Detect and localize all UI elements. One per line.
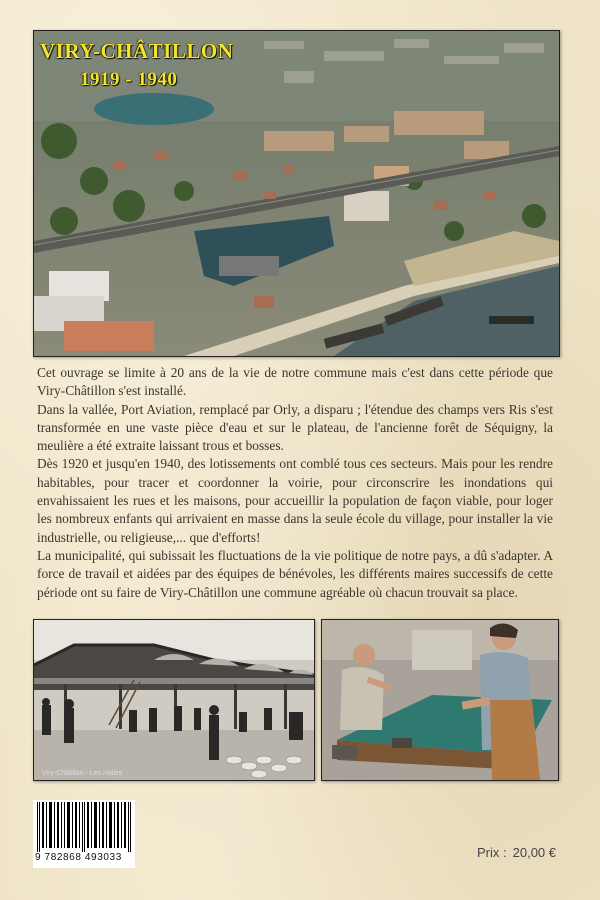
back-cover-text: [37, 364, 553, 602]
paragraph: Dès 1920 et jusqu'en 1940, des lotissements ont comblé tous ces secteurs. Mais pour les rendre habitables, pour tracer et coordonner la voirie, pour circonscrire les inondations qui envahissaient les rues et les maisons, pour accueillir la population de façon viable, pour loger les nombreux enfants qui arrivaient en masse dans la seule école du village, pour installer la vie industrielle, ou religieuse,... que d'efforts!: [37, 456, 553, 545]
price-label: Prix :: [477, 845, 507, 860]
market-hall-photo: [33, 619, 315, 781]
book-title: VIRY-CHÂTILLON: [40, 39, 234, 63]
book-years: 1919 - 1940: [80, 69, 178, 90]
paragraph: Dans la vallée, Port Aviation, remplacé par Orly, a disparu ; l'étendue des champs vers Ris s'est transformée en une vaste pièce d'eau et sur le plateau, de l'ancienne forêt de Séquigny, la meulière a été extraite laissant trous et bosses.: [37, 401, 553, 454]
market-photo-caption: Viry-Châtillon - Les Halles: [42, 770, 123, 777]
price-value: 20,00 €: [512, 845, 556, 860]
paragraph: Cet ouvrage se limite à 20 ans de la vie de notre commune mais c'est dans cette période que Viry-Châtillon s'est installé.: [37, 365, 553, 399]
workshop-photo: [321, 619, 559, 781]
barcode-bars: [33, 800, 135, 852]
aerial-photo: [33, 30, 560, 357]
market-hall-image: [34, 620, 314, 780]
isbn-number: 9 782868 493033: [35, 852, 122, 863]
workshop-image: [322, 620, 558, 780]
price: [477, 845, 556, 860]
paragraph: La municipalité, qui subissait les fluctuations de la vie politique de notre pays, a dû s'adapter. A force de travail et aidées par des équipes de bénévoles, les différents maires successifs de cette période ont su faire de Viry-Châtillon une commune agréable où chacun trouvait sa place.: [37, 547, 553, 600]
